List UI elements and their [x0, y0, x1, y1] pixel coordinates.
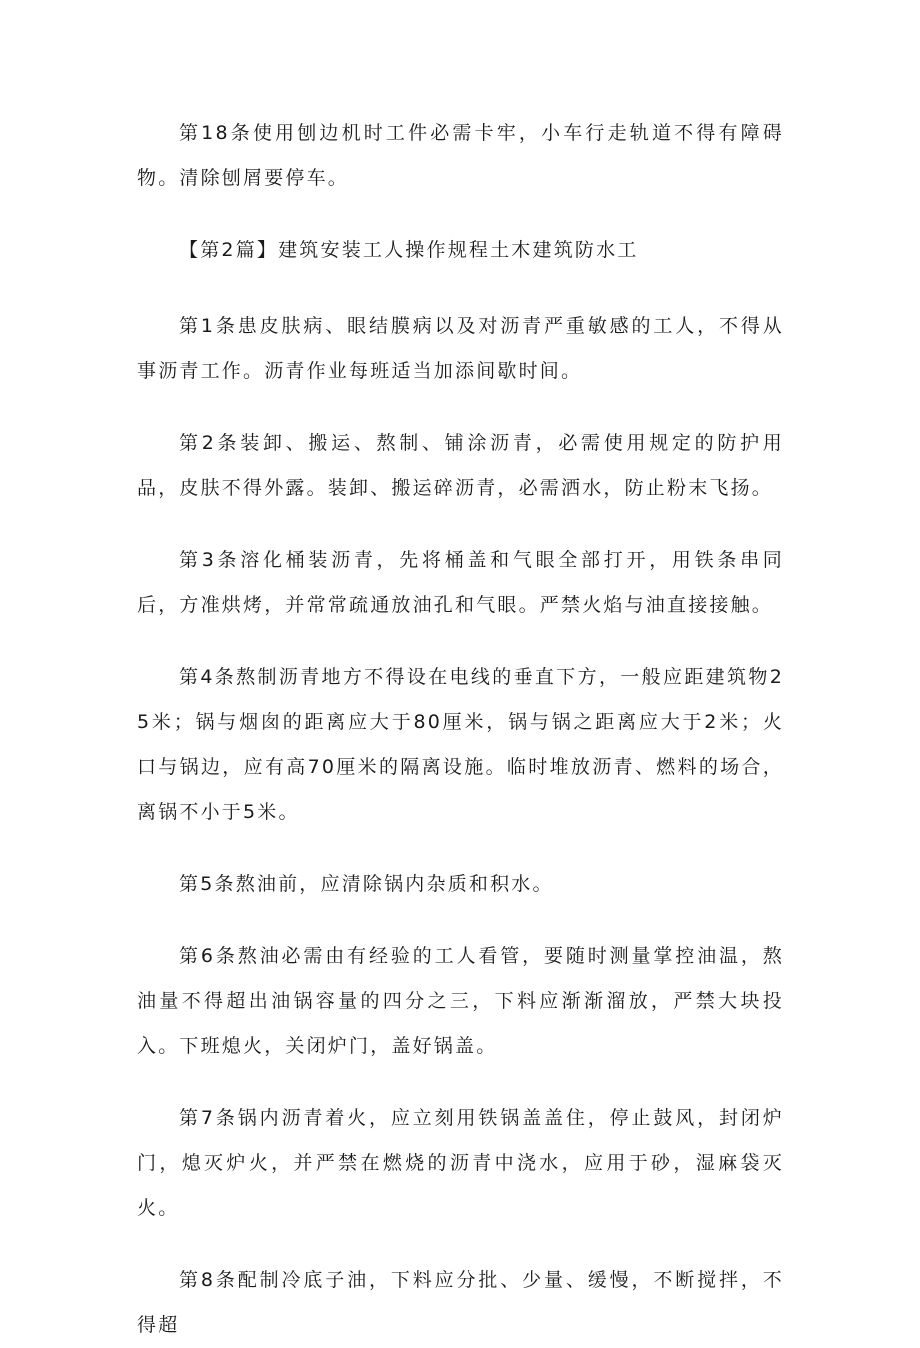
- paragraph-article-8: 第8条配制冷底子油，下料应分批、少量、缓慢，不断搅拌，不得超: [137, 1269, 784, 1336]
- paragraph-article-6: 第6条熬油必需由有经验的工人看管，要随时测量掌控油温，熬油量不得超出油锅容量的四分之三，下料应渐渐溜放，严禁大块投入。下班熄火，关闭炉门，盖好锅盖。: [137, 945, 784, 1057]
- paragraph-article-2: 第2条装卸、搬运、熬制、铺涂沥青，必需使用规定的防护用品，皮肤不得外露。装卸、搬运碎沥青，必需洒水，防止粉末飞扬。: [137, 432, 784, 499]
- section-heading: 【第2篇】建筑安装工人操作规程土木建筑防水工: [179, 239, 639, 261]
- paragraph-article-3: 第3条溶化桶装沥青，先将桶盖和气眼全部打开，用铁条串同后，方准烘烤，并常常疏通放油孔和气眼。严禁火焰与油直接接触。: [137, 549, 784, 616]
- paragraph-article-1: 第1条患皮肤病、眼结膜病以及对沥青严重敏感的工人，不得从事沥青工作。沥青作业每班适当加添间歇时间。: [137, 315, 784, 382]
- paragraph-article-5: 第5条熬油前，应清除锅内杂质和积水。: [179, 873, 554, 895]
- paragraph-article-7: 第7条锅内沥青着火，应立刻用铁锅盖盖住，停止鼓风，封闭炉门，熄灭炉火，并严禁在燃烧的沥青中浇水，应用于砂，湿麻袋灭火。: [137, 1107, 784, 1219]
- paragraph-article-18: 第18条使用刨边机时工件必需卡牢，小车行走轨道不得有障碍物。清除刨屑要停车。: [137, 122, 784, 189]
- paragraph-article-4: 第4条熬制沥青地方不得设在电线的垂直下方，一般应距建筑物25米；锅与烟囱的距离应大于80厘米，锅与锅之距离应大于2米；火口与锅边，应有高70厘米的隔离设施。临时堆放沥青、燃料的场合，离锅不小于5米。: [137, 666, 784, 823]
